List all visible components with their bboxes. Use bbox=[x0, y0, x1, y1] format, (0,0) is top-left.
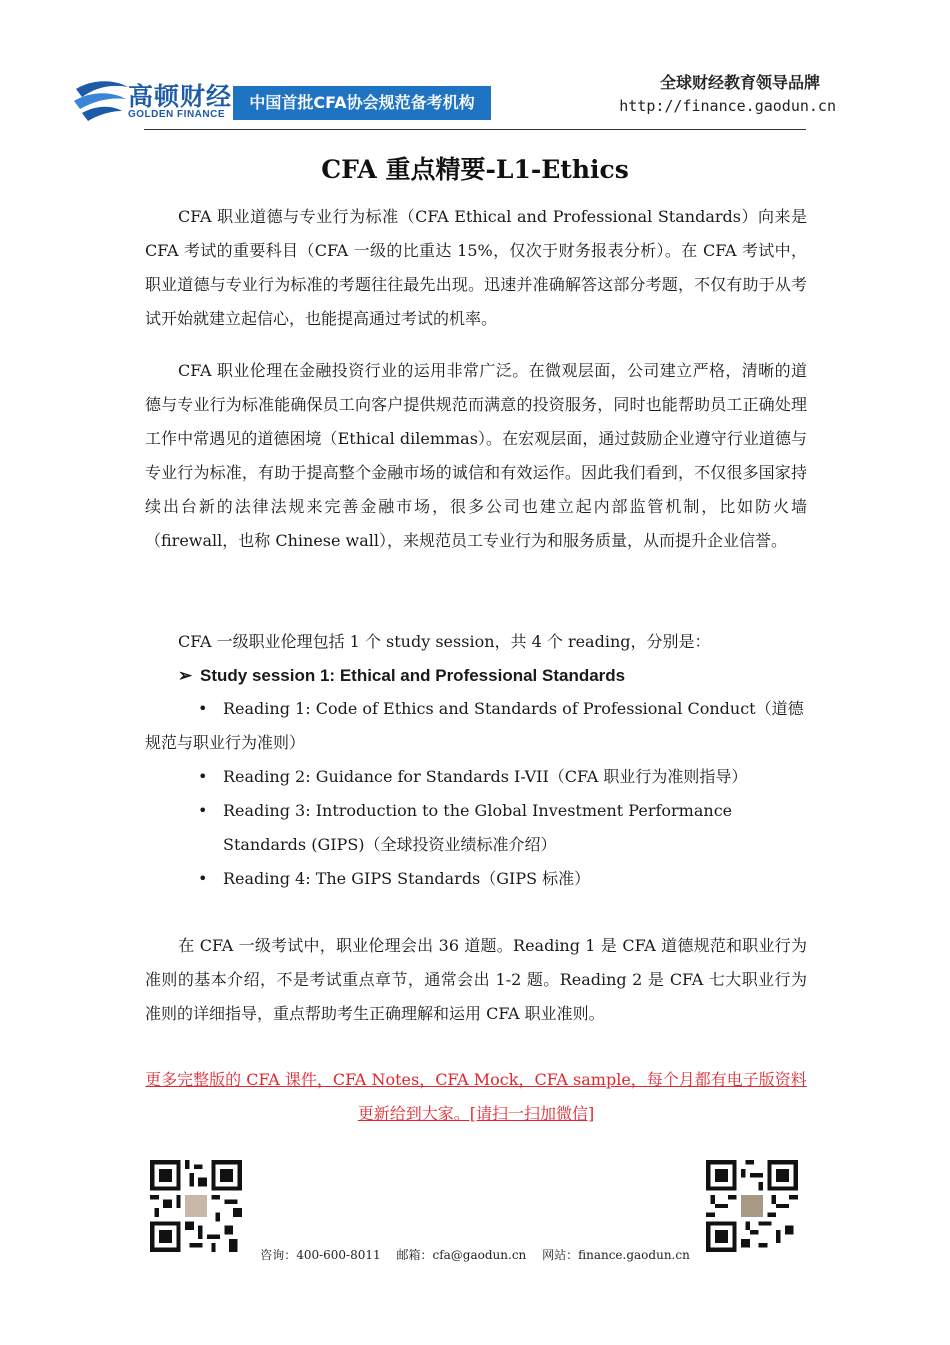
study-session-label: Study session 1: Ethical and Professional Standards bbox=[200, 666, 626, 685]
bullet-icon: • bbox=[198, 801, 208, 820]
exam-paragraph bbox=[145, 929, 807, 1031]
page-title: CFA 重点精要-L1-Ethics bbox=[321, 155, 629, 184]
usage-text: CFA 职业伦理在金融投资行业的运用非常广泛。在微观层面，公司建立严格，清晰的道德与专业行为标准能确保员工向客户提供规范而满意的投资服务，同时也能帮助员工正确处理工作中常遇见的道德困境（Ethical dilemmas）。在宏观层面，通过鼓励企业遵守行业道德与专业行为标准，有助于提高整个金融市场的诚信和有效运作。因此我们看到，不仅很多国家持续出台新的法律法规来完善金融市场，很多公司也建立起内部监管机制，比如防火墙（firewall，也称 Chinese wall），来规范员工专业行为和服务质量，从而提升企业信誉。 bbox=[145, 361, 807, 550]
structure-paragraph bbox=[145, 625, 807, 659]
contact-footer bbox=[0, 1246, 950, 1263]
contact-email[interactable]: 邮箱：cfa@gaodun.cn bbox=[396, 1248, 527, 1262]
contact-website[interactable]: 网站：finance.gaodun.cn bbox=[542, 1248, 690, 1262]
intro-paragraph bbox=[145, 200, 807, 336]
wechat-qr-code-icon bbox=[150, 1160, 242, 1252]
structure-text: CFA 一级职业伦理包括 1 个 study session，共 4 个 reading，分别是： bbox=[178, 632, 711, 651]
golden-finance-logo-icon bbox=[72, 75, 132, 123]
usage-paragraph bbox=[145, 354, 807, 558]
promo-link[interactable]: 更多完整版的 CFA 课件，CFA Notes，CFA Mock，CFA sample，每个月都有电子版资料更新给到大家。[请扫一扫加微信] bbox=[145, 1070, 807, 1123]
arrow-bullet-icon: ➢ bbox=[178, 666, 193, 685]
reading-item: Reading 1: Code of Ethics and Standards of Professional Conduct（道德规范与职业行为准则） bbox=[145, 699, 804, 752]
header-site-url[interactable]: http://finance.gaodun.cn bbox=[619, 97, 836, 115]
logo-name: 高顿财经 bbox=[128, 82, 233, 111]
page-header bbox=[0, 0, 950, 135]
header-banner: 中国首批CFA协会规范备考机构 bbox=[233, 86, 491, 120]
bullet-icon: • bbox=[198, 869, 208, 888]
logo-english-name: GOLDEN FINANCE bbox=[128, 109, 225, 120]
bullet-icon: • bbox=[198, 767, 208, 786]
reading-item: Reading 2: Guidance for Standards I-VII（CFA 职业行为准则指导） bbox=[223, 767, 748, 786]
reading-item: Reading 4: The GIPS Standards（GIPS 标准） bbox=[223, 869, 591, 888]
intro-text: CFA 职业道德与专业行为标准（CFA Ethical and Professional Standards）向来是 CFA 考试的重要科目（CFA 一级的比重达 15%，仅次于财务报表分析）。在 CFA 考试中，职业道德与专业行为标准的考题往往最先出现。迅速并准确解答这部分考题，不仅有助于从考试开始就建立起信心，也能提高通过考试的机率。 bbox=[145, 207, 807, 328]
study-session-heading bbox=[178, 659, 625, 693]
header-divider bbox=[144, 129, 806, 130]
contact-phone: 咨询：400-600-8011 bbox=[260, 1248, 381, 1262]
wechat-qr-code-icon bbox=[706, 1160, 798, 1252]
header-tagline: 全球财经教育领导品牌 bbox=[659, 73, 820, 92]
reading-item: Reading 3: Introduction to the Global Investment Performance Standards (GIPS)（全球投资业绩标准介绍） bbox=[223, 801, 733, 854]
exam-text: 在 CFA 一级考试中，职业伦理会出 36 道题。Reading 1 是 CFA 道德规范和职业行为准则的基本介绍，不是考试重点章节，通常会出 1-2 题。Reading 2 是 CFA 七大职业行为准则的详细指导，重点帮助考生正确理解和运用 CFA 职业准则。 bbox=[145, 936, 807, 1023]
bullet-icon: • bbox=[198, 699, 208, 718]
